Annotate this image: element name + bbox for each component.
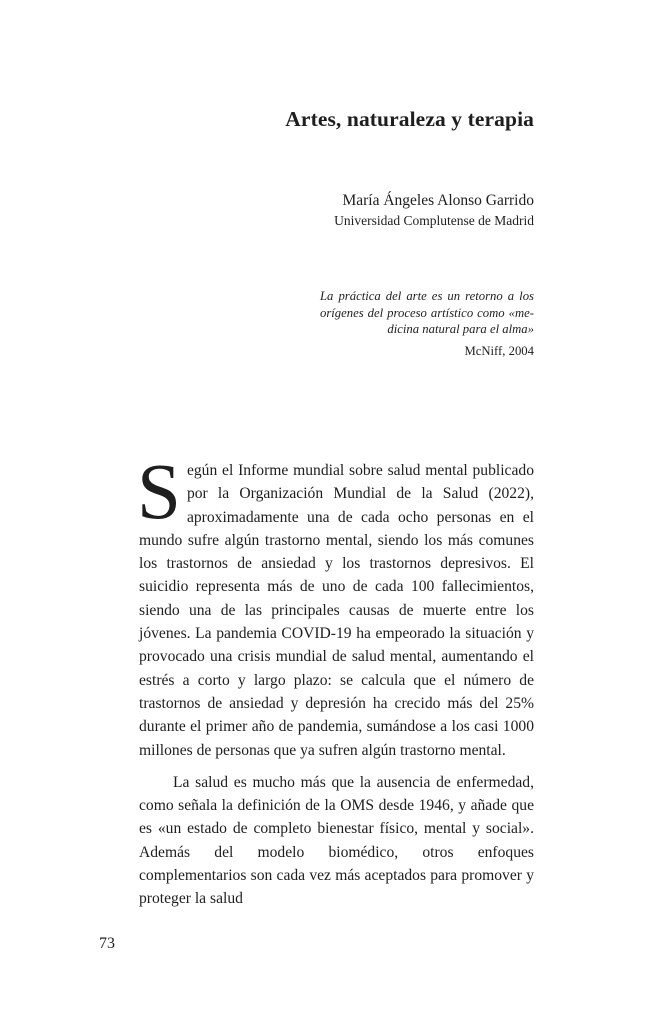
author-name: María Ángeles Alonso Garrido xyxy=(342,192,534,209)
drop-cap: S xyxy=(137,449,181,536)
page-number: 73 xyxy=(99,935,115,952)
epigraph-source: McNiff, 2004 xyxy=(464,344,534,358)
paragraph-1-text: egún el Informe mundial sobre salud mental publicado por la Organización Mundial de la Salud (2022), aproximadamente una de cada ocho personas en el mundo sufre algún trastorno mental, siendo los más comunes los trastornos de ansiedad y los trastornos depresivos. El suicidio representa más de uno de cada 100 fallecimientos, siendo una de las principales causas de muerte entre los jóvenes. La pandemia COVID-19 ha empeorado la situación y provocado una crisis mundial de salud mental, aumentando el estrés a corto y largo plazo: se calcula que el número de trastornos de ansiedad y depresión ha crecido más del 25% durante el primer año de pandemia, sumándose a los casi 1000 millones de personas que ya sufren algún trastorno mental. xyxy=(139,462,534,759)
epigraph-quote: La práctica del arte es un retorno a los orígenes del proceso artístico como «medicina natural para el alma» xyxy=(320,289,534,336)
body-text xyxy=(137,449,534,911)
author-affiliation: Universidad Complutense de Madrid xyxy=(334,213,534,228)
paragraph-2: La salud es mucho más que la ausencia de enfermedad, como señala la definición de la OMS desde 1946, y añade que es «un estado de completo bienestar físico, mental y social». Además del modelo biomédico, otros enfoques complementarios son cada vez más aceptados para promover y proteger la salud xyxy=(139,773,534,908)
chapter-title: Artes, naturaleza y terapia xyxy=(285,107,534,131)
paragraph-1 xyxy=(137,449,534,762)
